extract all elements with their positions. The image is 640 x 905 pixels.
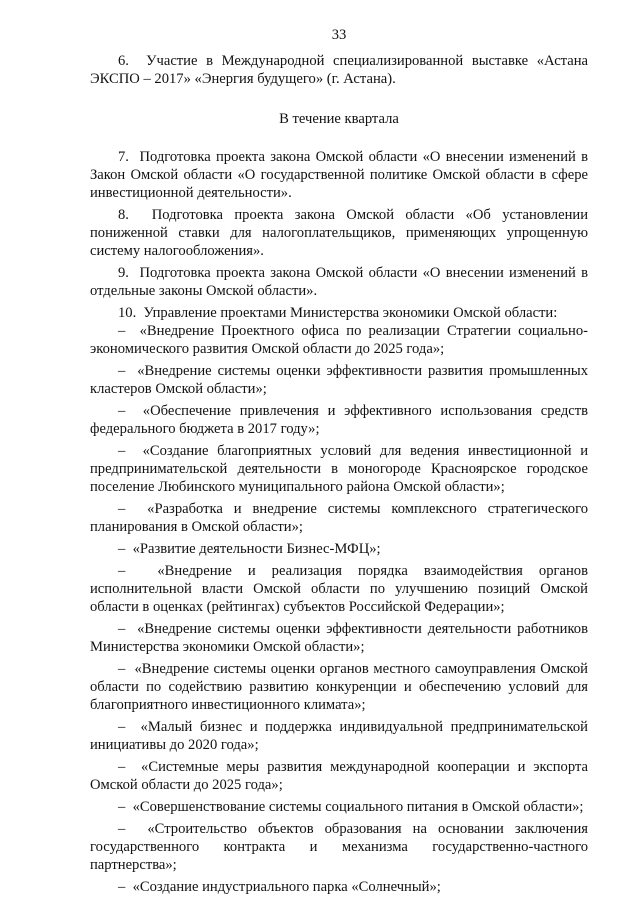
project-list-item: – «Внедрение и реализация порядка взаимодействия органов исполнительной власти Омской области по улучшению позиций Омской области в оценках (рейтингах) субъектов Российской Федерации»; <box>90 563 588 615</box>
project-list-item: – «Внедрение системы оценки органов местного самоуправления Омской области по содействию развитию конкуренции и обеспечению условий для благоприятного инвестиционного климата»; <box>90 661 588 713</box>
project-list-item: – «Внедрение Проектного офиса по реализации Стратегии социально-экономического развития Омской области до 2025 года»; <box>90 323 588 357</box>
project-list-item: – «Создание благоприятных условий для ведения инвестиционной и предпринимательской деятельности в моногороде Красноярское городское поселение Любинского муниципального района Омской области»; <box>90 443 588 495</box>
project-list-item: – «Развитие деятельности Бизнес-МФЦ»; <box>118 541 381 557</box>
project-list-item: – «Создание индустриального парка «Солнечный»; <box>118 879 441 895</box>
project-list-item: – «Малый бизнес и поддержка индивидуальной предпринимательской инициативы до 2020 года»; <box>90 719 588 753</box>
paragraph-item-10: 10. Управление проектами Министерства экономики Омской области: <box>118 305 558 321</box>
project-list-item: – «Строительство объектов образования на основании заключения государственного контракта и механизма государственно-частного партнерства»; <box>90 821 588 873</box>
project-list-item: – «Совершенствование системы социального питания в Омской области»; <box>118 799 584 815</box>
project-list-item: – «Внедрение системы оценки эффективности деятельности работников Министерства экономики Омской области»; <box>90 621 588 655</box>
page-number: 33 <box>331 27 347 43</box>
section-heading: В течение квартала <box>279 111 399 127</box>
paragraph-item-8: 8. Подготовка проекта закона Омской области «Об установлении пониженной ставки для налогоплательщиков, применяющих упрощенную систему налогообложения». <box>90 207 588 259</box>
project-list-item: – «Системные меры развития международной кооперации и экспорта Омской области до 2025 года»; <box>90 759 588 793</box>
paragraph-item-7: 7. Подготовка проекта закона Омской области «О внесении изменений в Закон Омской области «О государственной политике Омской области в сфере инвестиционной деятельности». <box>90 149 588 201</box>
document-page <box>90 26 588 896</box>
paragraph-item-6: 6. Участие в Международной специализированной выставке «Астана ЭКСПО – 2017» «Энергия будущего» (г. Астана). <box>90 53 588 87</box>
project-list-item: – «Внедрение системы оценки эффективности развития промышленных кластеров Омской области»; <box>90 363 588 397</box>
project-list-item: – «Обеспечение привлечения и эффективного использования средств федерального бюджета в 2017 году»; <box>90 403 588 437</box>
project-list-item: – «Разработка и внедрение системы комплексного стратегического планирования в Омской области»; <box>90 501 588 535</box>
paragraph-item-9: 9. Подготовка проекта закона Омской области «О внесении изменений в отдельные законы Омской области». <box>90 265 588 299</box>
